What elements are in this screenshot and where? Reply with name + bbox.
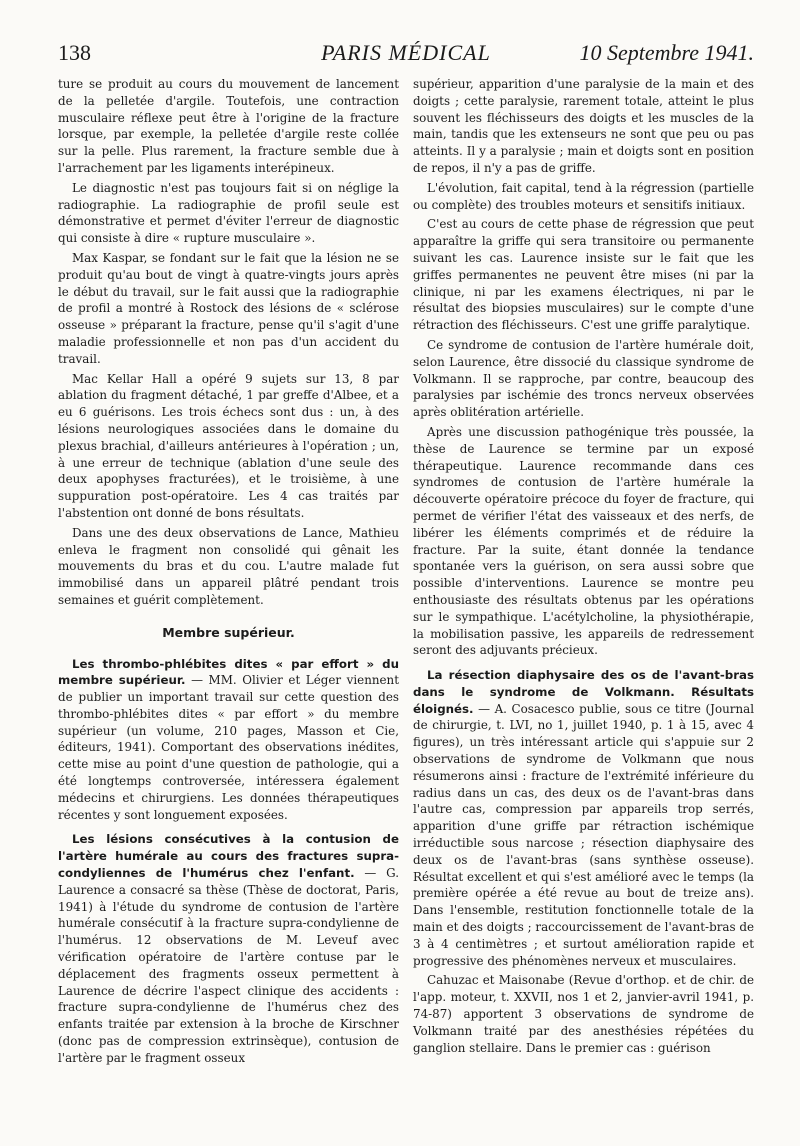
article-body: — A. Cosacesco publie, sous ce titre (Journal de chirurgie, t. LVI, no 1, juillet 1940, p. 1 à 15, avec 4 figures), un très intéressant article qui s'appuie sur 2 observations de syndrome de Volkmann que nous résumerons ainsi : fracture de l'extrémité inférieure du radius dans un cas, des deux os de l'avant-bras dans l'autre cas, compression par appareils trop serrés, apparition d'une griffe par rétraction ischémique irréductible sous narcose ; résection diaphysaire des deux os de l'avant-bras (sans synthèse osseuse). Résultat excellent et qui s'est amélioré avec le temps (la première opérée a été revue au bout de treize ans). Dans l'ensemble, restitution fonctionnelle totale de la main et des doigts ; raccourcissement de l'avant-bras de 3 à 4 centimètres ; et surtout amélioration rapide et progressive des phénomènes nerveux et musculaires. — [413, 701, 754, 968]
article-title: Les lésions consécutives à la contusion de l'artère humérale au cours des fractures supra-condyliennes de l'humérus chez l'enfant. — [58, 832, 399, 881]
paragraph: L'évolution, fait capital, tend à la régression (partielle ou complète) des troubles moteurs et sensitifs initiaux. — [413, 180, 754, 212]
paragraph: Dans une des deux observations de Lance, Mathieu enleva le fragment non consolidé qui gênait les mouvements du bras et du cou. L'autre malade fut immobilisé dans un appareil plâtré pendant trois semaines et guérit complètement. — [58, 525, 399, 607]
right-column — [413, 76, 754, 1070]
paragraph: Max Kaspar, se fondant sur le fait que la lésion ne se produit qu'au bout de vingt à quatre-vingts jours après le début du travail, sur le fait aussi que la radiographie de profil a montré à Rostock des lésions de « sclérose osseuse » préparant la fracture, pense qu'il s'agit d'une maladie professionnelle et non pas d'un accident du travail. — [58, 250, 399, 366]
page-number: 138 — [58, 40, 91, 65]
paragraph: Après une discussion pathogénique très poussée, la thèse de Laurence se termine par un exposé thérapeutique. Laurence recommande dans ces syndromes de contusion de l'artère humérale la découverte opératoire précoce du foyer de fracture, qui permet de vérifier l'état des vaisseaux et des nerfs, de libérer les éléments comprimés et de réduire la fracture. Par la suite, étant donnée la tendance spontanée vers la guérison, on sera aussi sobre que possible d'interventions. Laurence se montre peu enthousiaste des résultats obtenus par les opérations sur le sympathique. L'acétylcholine, la physiothérapie, la mobilisation passive, les appareils de redressement seront des adjuvants précieux. — [413, 424, 754, 658]
article-item — [413, 667, 754, 969]
paragraph: Mac Kellar Hall a opéré 9 sujets sur 13, 8 par ablation du fragment détaché, 1 par greffe d'Albee, et a eu 6 guérisons. Les trois échecs sont dus : un, à des lésions neurologiques associées dans le domaine du plexus brachial, d'ailleurs antérieures à l'opération ; un, à une erreur de technique (ablation d'une seule des deux apophyses fracturées), et le troisième, à une suppuration post-opératoire. Les 4 cas traités par l'abstention ont donné de bons résultats. — [58, 371, 399, 520]
issue-date: 10 Septembre 1941. — [579, 40, 754, 65]
section-heading: Membre supérieur. — [162, 624, 295, 640]
article-item — [58, 831, 399, 1066]
text-columns — [58, 76, 754, 1070]
journal-title: PARIS MÉDICAL — [321, 40, 491, 65]
running-header — [58, 40, 754, 72]
article-body: — G. Laurence a consacré sa thèse (Thèse de doctorat, Paris, 1941) à l'étude du syndrome de contusion de l'artère humérale consécutif à la fracture supra-condylienne de l'humérus. 12 observations de M. Leveuf avec vérification opératoire de l'artère contuse par le déplacement des fragments osseux permettent à Laurence de décrire l'aspect clinique des accidents : fracture supra-condylienne de l'humérus chez des enfants traitée par extension à la broche de Kirschner (donc pas de compression extrinsèque), contusion de l'artère par le fragment osseux — [58, 866, 399, 1065]
paragraph: Cahuzac et Maisonabe (Revue d'orthop. et de chir. de l'app. moteur, t. XXVII, nos 1 et 2, janvier-avril 1941, p. 74-87) apportent 3 observations de syndrome de Volkmann traité par des anesthésies répétées du ganglion stellaire. Dans le premier cas : guérison — [413, 973, 754, 1055]
paragraph: ture se produit au cours du mouvement de lancement de la pelletée d'argile. Toutefois, une contraction musculaire réflexe peut être à l'origine de la fracture lorsque, par exemple, la pelletée d'argile reste collée sur la pelle. Plus rarement, la fracture semble due à l'arrachement par les ligaments interépineux. — [58, 77, 399, 175]
paragraph: C'est au cours de cette phase de régression que peut apparaître la griffe qui sera transitoire ou permanente suivant les cas. Laurence insiste sur le fait que les griffes permanentes ne peuvent être mises (ni par la clinique, ni par les examens électriques, ni par le résultat des biopsies musculaires) sur le compte d'une rétraction des fléchisseurs. C'est une griffe paralytique. — [413, 217, 754, 333]
paragraph: supérieur, apparition d'une paralysie de la main et des doigts ; cette paralysie, rarement totale, atteint le plus souvent les fléchisseurs des doigts et les muscles de la main, tandis que les extenseurs ne sont que peu ou pas atteints. Il y a paralysie ; main et doigts sont en position de repos, il n'y a pas de griffe. — [413, 77, 754, 175]
article-title: La résection diaphysaire des os de l'avant-bras dans le syndrome de Volkmann. Résultats éloignés. — [413, 668, 754, 716]
article-body: — MM. Olivier et Léger viennent de publier un important travail sur cette question des thrombo-phlébites dites « par effort » du membre supérieur (un volume, 210 pages, Masson et Cie, éditeurs, 1941). Comportant des observations inédites, cette mise au point d'une question de pathologie, qui a été longtemps controversée, intéressera également médecins et chirurgiens. Les données thérapeutiques récentes y sont longuement exposées. — [58, 673, 399, 822]
article-title: Les thrombo-phlébites dites « par effort » du membre supérieur. — [58, 656, 399, 688]
paragraph: Le diagnostic n'est pas toujours fait si on néglige la radiographie. La radiographie de profil seule est démonstrative et permet d'éviter l'erreur de diagnostic qui consiste à dire « rupture musculaire ». — [58, 180, 399, 246]
paragraph: Ce syndrome de contusion de l'artère humérale doit, selon Laurence, être dissocié du classique syndrome de Volkmann. Il se rapproche, par contre, beaucoup des paralysies par ischémie des troncs nerveux observées après oblitération artérielle. — [413, 337, 754, 420]
left-column — [58, 76, 399, 1070]
article-item — [58, 656, 399, 824]
